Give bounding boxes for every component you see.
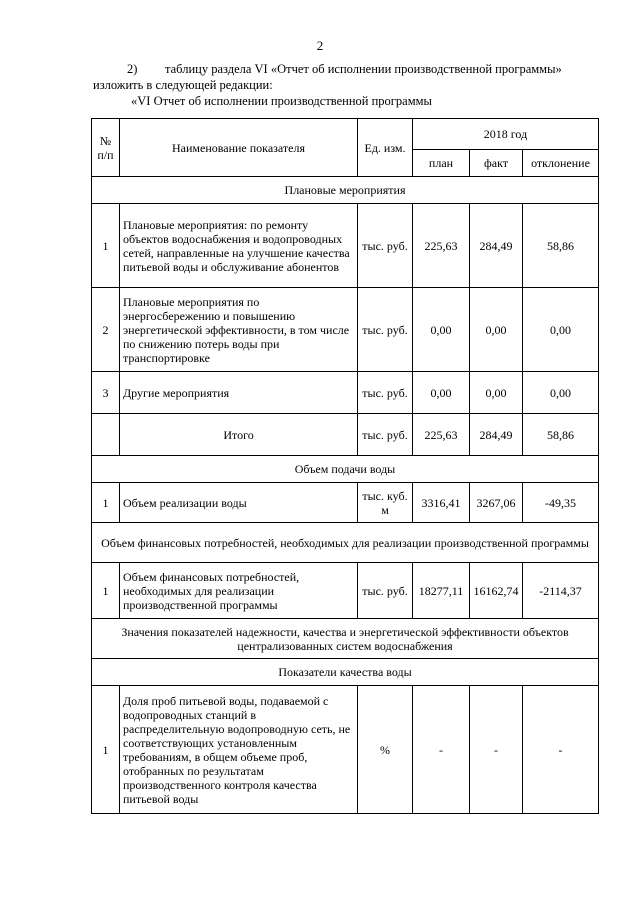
row-unit: тыс. руб. — [358, 372, 413, 414]
table-row — [92, 372, 599, 414]
row-name: Другие мероприятия — [120, 372, 358, 414]
row-unit: тыс. куб. м — [358, 483, 413, 523]
section-row — [92, 456, 599, 483]
row-fact: 284,49 — [470, 204, 523, 288]
intro-line-3: «VI Отчет об исполнении производственной программы — [131, 94, 432, 108]
table-row — [92, 563, 599, 619]
row-fact: - — [470, 686, 523, 814]
row-plan: 18277,11 — [413, 563, 470, 619]
row-num: 1 — [92, 563, 120, 619]
row-name: Объем реализации воды — [120, 483, 358, 523]
table-row — [92, 483, 599, 523]
row-plan: 225,63 — [413, 414, 470, 456]
row-fact: 0,00 — [470, 288, 523, 372]
row-unit: тыс. руб. — [358, 563, 413, 619]
row-deviation: 58,86 — [523, 414, 599, 456]
intro-item-number: 2) — [127, 62, 138, 76]
row-name: Доля проб питьевой воды, подаваемой с водопроводных станций в распределительную водопроводную сеть, не соответствующих установленным требованиям, в общем объеме проб, отобранных по результатам производственного контроля качества питьевой воды — [120, 686, 358, 814]
row-plan: 3316,41 — [413, 483, 470, 523]
intro-text-1: таблицу раздела VI «Отчет об исполнении производственной программы» — [165, 62, 562, 76]
intro-line-1 — [93, 62, 598, 77]
report-table — [91, 118, 599, 814]
row-deviation: -49,35 — [523, 483, 599, 523]
page-number: 2 — [316, 38, 324, 53]
row-deviation: 0,00 — [523, 288, 599, 372]
table-row — [92, 686, 599, 814]
row-deviation: -2114,37 — [523, 563, 599, 619]
row-num: 1 — [92, 686, 120, 814]
table-row — [92, 204, 599, 288]
header-deviation: отклонение — [523, 150, 599, 177]
section-title: Объем подачи воды — [92, 456, 599, 483]
header-year: 2018 год — [413, 119, 599, 150]
row-plan: 0,00 — [413, 372, 470, 414]
row-plan: - — [413, 686, 470, 814]
header-fact: факт — [470, 150, 523, 177]
section-title: Значения показателей надежности, качества и энергетической эффективности объектов централизованных систем водоснабжения — [92, 619, 599, 659]
section-title: Показатели качества воды — [92, 659, 599, 686]
row-fact: 16162,74 — [470, 563, 523, 619]
intro-line-2: изложить в следующей редакции: — [93, 78, 273, 92]
header-name: Наименование показателя — [120, 119, 358, 177]
row-plan: 225,63 — [413, 204, 470, 288]
total-label: Итого — [120, 414, 358, 456]
section-title: Плановые мероприятия — [92, 177, 599, 204]
row-fact: 3267,06 — [470, 483, 523, 523]
section-row — [92, 659, 599, 686]
row-deviation: - — [523, 686, 599, 814]
row-name: Объем финансовых потребностей, необходимых для реализации производственной программы — [120, 563, 358, 619]
header-plan: план — [413, 150, 470, 177]
row-fact: 0,00 — [470, 372, 523, 414]
section-title: Объем финансовых потребностей, необходимых для реализации производственной программы — [92, 523, 599, 563]
section-row — [92, 177, 599, 204]
row-name: Плановые мероприятия по энергосбережению и повышению энергетической эффективности, в том числе по снижению потерь воды при транспортировке — [120, 288, 358, 372]
header-num: № п/п — [92, 119, 120, 177]
row-deviation: 58,86 — [523, 204, 599, 288]
table-row — [92, 288, 599, 372]
row-plan: 0,00 — [413, 288, 470, 372]
row-name: Плановые мероприятия: по ремонту объектов водоснабжения и водопроводных сетей, направленные на улучшение качества питьевой воды и обслуживание абонентов — [120, 204, 358, 288]
header-unit: Ед. изм. — [358, 119, 413, 177]
row-num: 2 — [92, 288, 120, 372]
row-num-empty — [92, 414, 120, 456]
row-deviation: 0,00 — [523, 372, 599, 414]
row-num: 3 — [92, 372, 120, 414]
row-fact: 284,49 — [470, 414, 523, 456]
row-unit: тыс. руб. — [358, 204, 413, 288]
section-row — [92, 619, 599, 659]
row-unit: тыс. руб. — [358, 288, 413, 372]
table-header-row — [92, 119, 599, 150]
row-unit: тыс. руб. — [358, 414, 413, 456]
section-row — [92, 523, 599, 563]
row-num: 1 — [92, 204, 120, 288]
total-row — [92, 414, 599, 456]
row-unit: % — [358, 686, 413, 814]
row-num: 1 — [92, 483, 120, 523]
